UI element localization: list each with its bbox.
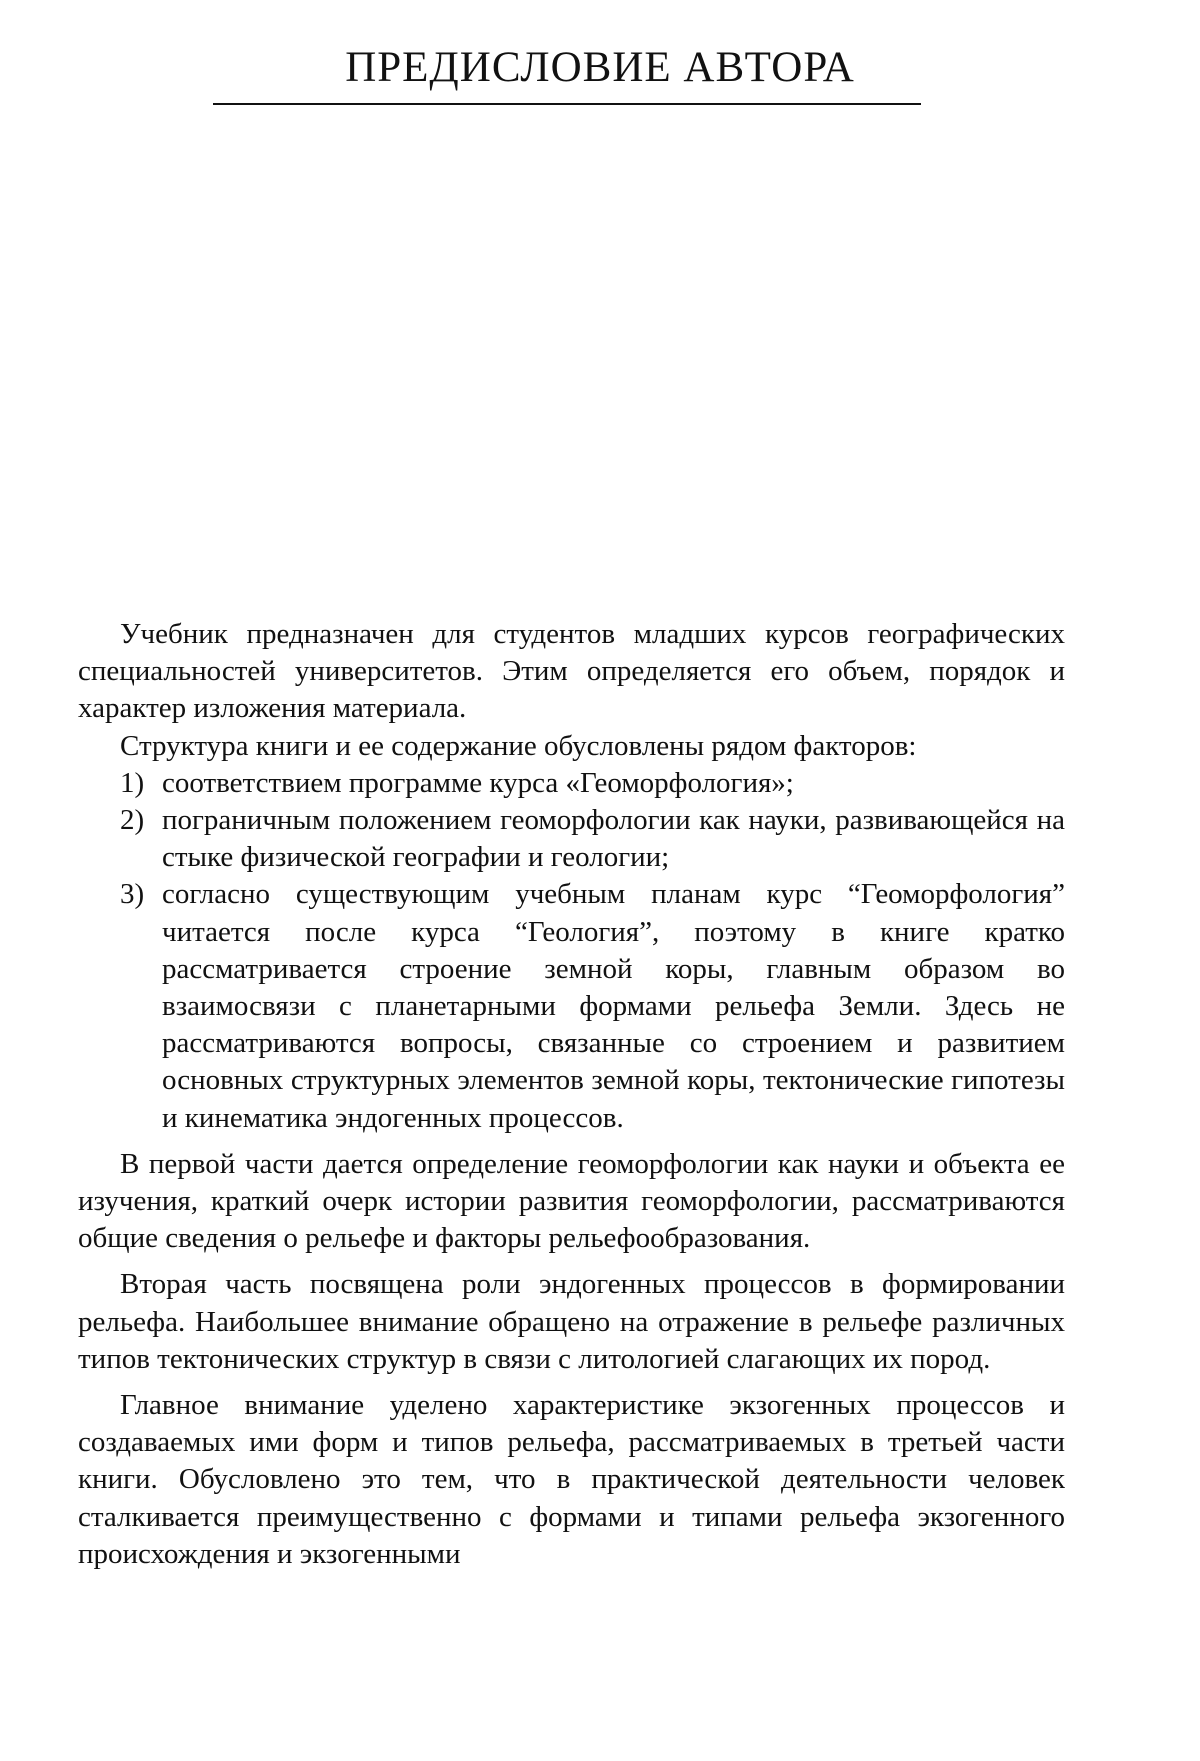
list-number: 2) bbox=[120, 804, 145, 837]
page-title: ПРЕДИСЛОВИЕ АВТОРА bbox=[345, 44, 855, 91]
paragraph-part-two: Вторая часть посвящена роли эндогенных процессов в формировании рельефа. Наибольшее внимание обращено на отражение в рельефе различных типов тектонических структур в связи с литологией слагающих их пород. bbox=[78, 1268, 1065, 1375]
paragraph-purpose: Учебник предназначен для студентов младших курсов географических специальностей университетов. Этим определяется его объем, порядок и характер изложения материала. bbox=[78, 618, 1065, 725]
list-number: 1) bbox=[120, 766, 145, 799]
paragraph-part-three: Главное внимание уделено характеристике экзогенных процессов и создаваемых ими форм и типов рельефа, рассматриваемых в третьей части книги. Обусловлено это тем, что в практической деятельности человек сталкивается преимущественно с формами и типами рельефа экзогенного происхождения и экзогенными bbox=[78, 1389, 1065, 1570]
paragraph-structure: Структура книги и ее содержание обусловлены рядом факторов: bbox=[120, 729, 917, 762]
list-item bbox=[120, 876, 1065, 1136]
title-underline bbox=[213, 103, 921, 105]
list-item bbox=[120, 765, 1065, 802]
list-text: соответствием программе курса «Геоморфология»; bbox=[162, 766, 794, 799]
body-text bbox=[78, 616, 1065, 1573]
factors-list bbox=[78, 765, 1065, 1137]
list-number: 3) bbox=[120, 878, 145, 911]
list-text: согласно существующим учебным планам курс “Геоморфология” читается после курса “Геология”, поэтому в книге кратко рассматривается строение земной коры, главным образом во взаимосвязи с планетарными формами рельефа Земли. Здесь не рассматриваются вопросы, связанные со строением и развитием основных структурных элементов земной коры, тектонические гипотезы и кинематика эндогенных процессов. bbox=[162, 878, 1065, 1134]
list-text: пограничным положением геоморфологии как науки, развивающейся на стыке физической географии и геологии; bbox=[162, 804, 1065, 874]
list-item bbox=[120, 802, 1065, 876]
paragraph-part-one: В первой части дается определение геоморфологии как науки и объекта ее изучения, краткий очерк истории развития геоморфологии, рассматриваются общие сведения о рельефе и факторы рельефообразования. bbox=[78, 1147, 1065, 1255]
